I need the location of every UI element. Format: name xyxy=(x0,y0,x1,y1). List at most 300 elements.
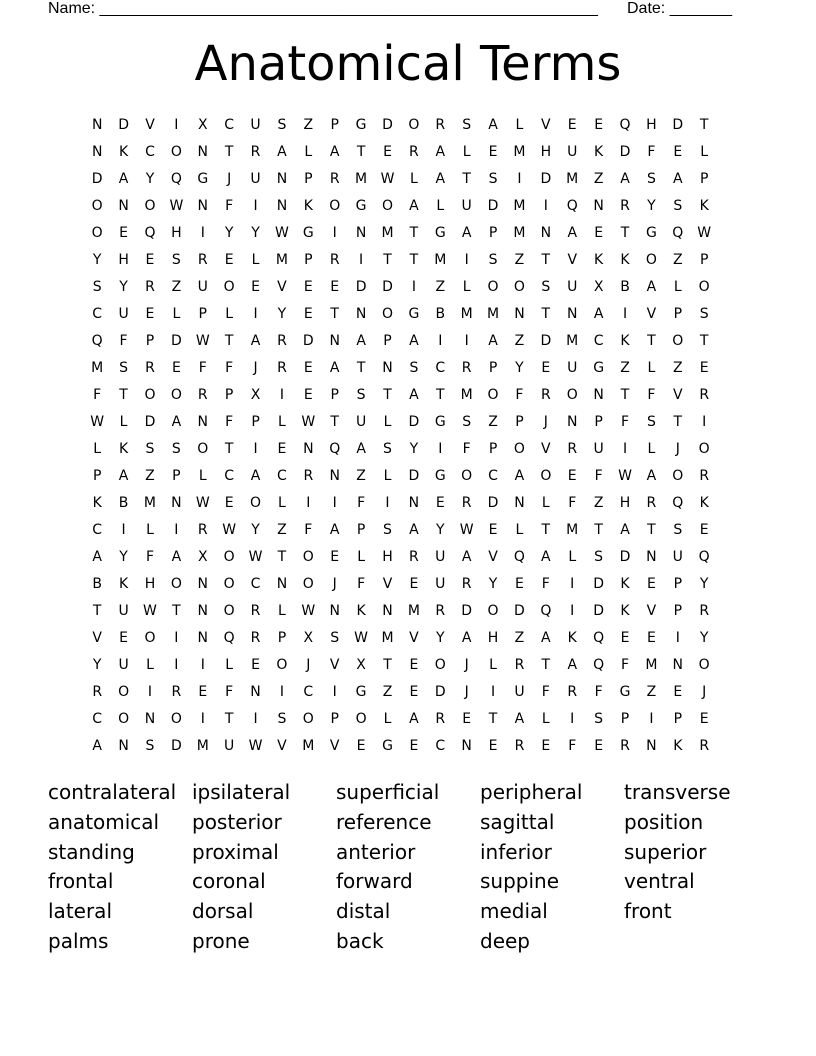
grid-row xyxy=(84,382,744,409)
grid-letter: L xyxy=(225,306,234,322)
grid-letter: P xyxy=(92,468,102,484)
grid-row xyxy=(84,733,744,760)
grid-letter: I xyxy=(649,711,654,727)
grid-letter: E xyxy=(356,738,366,754)
grid-letter: W xyxy=(301,603,316,619)
grid-letter: R xyxy=(145,360,155,376)
grid-letter: I xyxy=(411,279,416,295)
grid-letter: T xyxy=(330,414,339,430)
grid-letter: E xyxy=(673,684,683,700)
grid-letter: Y xyxy=(409,441,419,457)
grid-letter: I xyxy=(174,657,179,673)
grid-letter: L xyxy=(251,252,260,268)
grid-letter: I xyxy=(200,225,205,241)
grid-letter: F xyxy=(145,549,154,565)
grid-letter: S xyxy=(673,522,683,538)
grid-letter: O xyxy=(381,198,393,214)
grid-letter: M xyxy=(143,495,157,511)
grid-letter: W xyxy=(90,414,105,430)
grid-letter: H xyxy=(540,144,552,160)
grid-letter: N xyxy=(197,630,208,646)
grid-letter: C xyxy=(224,117,235,133)
grid-letter: N xyxy=(672,657,684,673)
grid-letter: J xyxy=(332,576,337,592)
grid-letter: N xyxy=(276,576,288,592)
grid-letter: L xyxy=(515,117,524,133)
grid-letter: Y xyxy=(145,171,155,187)
page-title: Anatomical Terms xyxy=(194,36,622,92)
grid-letter: J xyxy=(464,684,469,700)
grid-letter: I xyxy=(253,711,258,727)
grid-letter: F xyxy=(541,684,550,700)
grid-letter: I xyxy=(200,711,205,727)
grid-letter: D xyxy=(514,603,525,619)
grid-letter: D xyxy=(144,414,156,430)
grid-letter: N xyxy=(250,684,261,700)
grid-letter: R xyxy=(171,684,182,700)
grid-letter: O xyxy=(672,333,684,349)
grid-letter: A xyxy=(435,144,446,160)
grid-letter: V xyxy=(541,441,551,457)
word-bank-item: suppine xyxy=(480,869,560,894)
grid-letter: I xyxy=(385,495,390,511)
grid-letter: Q xyxy=(566,198,578,214)
grid-letter: M xyxy=(381,630,394,646)
grid-letter: O xyxy=(487,603,499,619)
grid-letter: L xyxy=(541,495,550,511)
grid-letter: A xyxy=(329,522,340,538)
grid-letter: T xyxy=(594,522,603,538)
grid-letter: F xyxy=(225,684,234,700)
grid-letter: E xyxy=(594,225,604,241)
grid-letter: Y xyxy=(488,576,498,592)
grid-letter: R xyxy=(303,468,314,484)
grid-letter: T xyxy=(383,657,392,673)
grid-letter: D xyxy=(382,117,393,133)
grid-letter: F xyxy=(119,333,128,349)
grid-letter: A xyxy=(92,549,102,565)
grid-letter: E xyxy=(488,522,498,538)
grid-letter: Y xyxy=(699,576,709,592)
word-bank-item: dorsal xyxy=(192,899,254,924)
grid-letter: S xyxy=(541,279,551,295)
grid-letter: O xyxy=(223,603,235,619)
header xyxy=(48,0,748,20)
grid-letter: M xyxy=(460,387,473,403)
grid-letter: I xyxy=(359,252,364,268)
grid-letter: Q xyxy=(593,657,605,673)
grid-letter: T xyxy=(356,360,366,376)
grid-letter: Q xyxy=(513,549,525,565)
grid-letter: V xyxy=(567,252,578,268)
word-bank-item: palms xyxy=(48,928,109,953)
grid-letter: O xyxy=(461,468,473,484)
grid-letter: E xyxy=(673,144,683,160)
grid-letter: O xyxy=(118,684,130,700)
grid-row xyxy=(84,652,744,679)
grid-letter: L xyxy=(673,279,682,295)
grid-letter: W xyxy=(301,414,316,430)
grid-letter: R xyxy=(250,630,261,646)
grid-letter: H xyxy=(646,117,657,133)
grid-letter: X xyxy=(356,657,366,673)
grid-letter: N xyxy=(329,468,340,484)
grid-row xyxy=(84,436,744,463)
grid-letter: M xyxy=(381,225,394,241)
grid-letter: G xyxy=(355,198,367,214)
grid-letter: R xyxy=(567,441,578,457)
grid-row xyxy=(84,544,744,571)
grid-letter: R xyxy=(197,522,208,538)
grid-letter: O xyxy=(91,225,103,241)
grid-letter: P xyxy=(356,522,366,538)
grid-letter: E xyxy=(409,684,419,700)
grid-letter: A xyxy=(567,225,578,241)
grid-letter: C xyxy=(303,684,314,700)
grid-letter: I xyxy=(200,657,205,673)
grid-letter: E xyxy=(646,576,656,592)
grid-letter: M xyxy=(355,171,368,187)
grid-letter: A xyxy=(277,144,287,160)
word-bank-item: transverse xyxy=(624,780,731,804)
grid-letter: E xyxy=(699,360,709,376)
grid-letter: C xyxy=(593,333,604,349)
grid-letter: E xyxy=(699,522,709,538)
grid-letter: F xyxy=(594,468,603,484)
grid-letter: R xyxy=(646,495,657,511)
grid-letter: M xyxy=(513,144,526,160)
word-bank-item: forward xyxy=(336,869,413,894)
grid-letter: L xyxy=(383,711,392,727)
word-bank-item: sagittal xyxy=(480,809,555,834)
grid-letter: Q xyxy=(672,495,684,511)
grid-letter: Z xyxy=(303,117,314,133)
grid-letter: I xyxy=(332,225,337,241)
grid-letter: Z xyxy=(593,171,604,187)
grid-letter: P xyxy=(515,414,524,430)
grid-letter: K xyxy=(620,576,630,592)
grid-letter: O xyxy=(698,657,710,673)
grid-letter: P xyxy=(330,711,339,727)
grid-letter: I xyxy=(570,711,575,727)
grid-letter: E xyxy=(198,684,208,700)
grid-letter: V xyxy=(646,603,657,619)
grid-letter: L xyxy=(462,144,471,160)
grid-letter: O xyxy=(513,279,525,295)
grid-letter: K xyxy=(303,198,313,214)
grid-letter: A xyxy=(593,306,604,322)
grid-letter: W xyxy=(143,603,157,619)
grid-letter: U xyxy=(197,279,208,295)
grid-letter: E xyxy=(303,306,313,322)
grid-letter: T xyxy=(620,225,630,241)
grid-letter: A xyxy=(118,468,129,484)
grid-letter: T xyxy=(541,252,551,268)
grid-letter: E xyxy=(251,657,260,673)
grid-letter: G xyxy=(355,684,367,700)
word-bank-item: coronal xyxy=(192,869,266,894)
grid-letter: A xyxy=(409,711,419,727)
grid-letter: E xyxy=(409,576,419,592)
grid-letter: Q xyxy=(329,441,341,457)
grid-letter: K xyxy=(356,603,366,619)
grid-letter: I xyxy=(464,252,469,268)
grid-letter: P xyxy=(383,333,392,349)
grid-letter: W xyxy=(195,495,210,511)
grid-letter: K xyxy=(118,441,129,457)
grid-letter: D xyxy=(619,549,631,565)
grid-letter: F xyxy=(594,684,603,700)
grid-letter: T xyxy=(356,144,366,160)
grid-letter: L xyxy=(278,414,286,430)
grid-letter: A xyxy=(646,279,657,295)
grid-letter: S xyxy=(699,306,709,322)
grid-letter: G xyxy=(382,738,393,754)
grid-letter: Z xyxy=(514,333,525,349)
grid-letter: Y xyxy=(251,225,260,241)
grid-letter: O xyxy=(170,387,182,403)
grid-letter: N xyxy=(355,306,367,322)
grid-letter: A xyxy=(409,198,419,214)
grid-letter: V xyxy=(277,279,287,295)
grid-letter: Z xyxy=(356,468,366,484)
grid-letter: C xyxy=(145,144,155,160)
grid-letter: E xyxy=(435,495,445,511)
grid-letter: S xyxy=(673,198,683,214)
grid-letter: C xyxy=(435,738,446,754)
grid-letter: J xyxy=(253,360,258,376)
grid-letter: T xyxy=(383,387,392,403)
grid-letter: E xyxy=(567,117,577,133)
grid-letter: N xyxy=(171,495,182,511)
grid-letter: S xyxy=(594,711,604,727)
grid-letter: K xyxy=(594,252,604,268)
grid-letter: D xyxy=(170,333,182,349)
grid-row xyxy=(84,517,744,544)
word-bank-item: lateral xyxy=(48,899,112,924)
grid-letter: L xyxy=(647,441,656,457)
grid-letter: J xyxy=(702,684,707,700)
grid-letter: E xyxy=(646,630,656,646)
grid-letter: A xyxy=(461,225,472,241)
grid-letter: T xyxy=(541,657,551,673)
grid-letter: P xyxy=(488,441,498,457)
grid-letter: X xyxy=(250,387,261,403)
grid-letter: L xyxy=(568,549,577,565)
grid-letter: R xyxy=(514,657,525,673)
grid-letter: I xyxy=(253,441,258,457)
grid-letter: I xyxy=(147,684,153,700)
grid-letter: O xyxy=(170,711,182,727)
word-bank-item: medial xyxy=(480,899,548,924)
grid-letter: T xyxy=(462,171,471,187)
grid-letter: R xyxy=(145,279,155,295)
grid-letter: S xyxy=(409,360,419,376)
grid-letter: W xyxy=(275,225,289,241)
grid-letter: H xyxy=(144,576,156,592)
grid-letter: Q xyxy=(619,117,631,133)
word-bank xyxy=(48,778,768,957)
grid-letter: A xyxy=(461,630,472,646)
grid-letter: F xyxy=(620,657,630,673)
grid-letter: P xyxy=(277,630,287,646)
grid-letter: E xyxy=(488,144,498,160)
grid-letter: R xyxy=(435,117,446,133)
grid-letter: F xyxy=(647,387,656,403)
grid-letter: L xyxy=(383,468,392,484)
grid-letter: O xyxy=(118,711,130,727)
grid-letter: M xyxy=(275,252,288,268)
grid-letter: O xyxy=(197,441,209,457)
grid-letter: O xyxy=(381,306,393,322)
grid-letter: T xyxy=(673,414,683,430)
grid-row xyxy=(84,463,744,490)
grid-letter: P xyxy=(330,117,339,133)
grid-letter: O xyxy=(408,117,420,133)
grid-letter: I xyxy=(174,630,179,646)
grid-letter: D xyxy=(91,171,103,187)
grid-letter: L xyxy=(383,414,392,430)
grid-letter: T xyxy=(699,333,709,349)
grid-letter: N xyxy=(197,198,208,214)
grid-letter: O xyxy=(513,441,525,457)
grid-letter: D xyxy=(302,333,314,349)
grid-letter: G xyxy=(645,225,657,241)
grid-letter: R xyxy=(567,684,578,700)
grid-letter: P xyxy=(145,333,155,349)
grid-letter: N xyxy=(197,144,208,160)
grid-letter: D xyxy=(408,468,420,484)
grid-letter: N xyxy=(197,576,208,592)
grid-letter: O xyxy=(487,387,499,403)
grid-letter: O xyxy=(276,657,288,673)
grid-letter: T xyxy=(119,387,128,403)
grid-letter: P xyxy=(594,414,603,430)
grid-letter: P xyxy=(488,225,498,241)
grid-letter: M xyxy=(302,738,315,754)
name-field-label: Name: ________________________________________________________ xyxy=(48,0,598,17)
grid-letter: V xyxy=(145,117,155,133)
grid-letter: N xyxy=(593,198,604,214)
grid-letter: R xyxy=(197,387,208,403)
grid-letter: A xyxy=(356,333,366,349)
grid-letter: H xyxy=(487,630,499,646)
grid-letter: N xyxy=(566,306,578,322)
grid-letter: I xyxy=(438,333,443,349)
grid-letter: O xyxy=(698,279,710,295)
grid-letter: M xyxy=(487,306,500,322)
grid-letter: K xyxy=(594,144,604,160)
grid-letter: I xyxy=(174,522,179,538)
grid-letter: O xyxy=(645,252,657,268)
grid-letter: I xyxy=(622,441,628,457)
grid-letter: A xyxy=(673,171,683,187)
grid-letter: S xyxy=(488,171,498,187)
grid-letter: L xyxy=(647,360,656,376)
word-bank-item: front xyxy=(624,899,672,924)
grid-letter: K xyxy=(699,495,709,511)
grid-letter: A xyxy=(488,117,498,133)
grid-row xyxy=(84,598,744,625)
grid-letter: Y xyxy=(224,225,234,241)
grid-letter: O xyxy=(302,576,314,592)
grid-row xyxy=(84,139,744,166)
grid-letter: Y xyxy=(119,279,128,295)
grid-letter: T xyxy=(172,603,181,619)
grid-letter: W xyxy=(618,468,632,484)
grid-letter: M xyxy=(566,333,579,349)
grid-letter: L xyxy=(700,144,709,160)
grid-letter: G xyxy=(408,306,420,322)
grid-letter: I xyxy=(279,387,284,403)
grid-letter: A xyxy=(541,630,551,646)
grid-letter: I xyxy=(253,198,258,214)
grid-letter: V xyxy=(329,657,340,673)
grid-letter: Z xyxy=(382,684,393,700)
word-bank-item: prone xyxy=(192,928,250,953)
grid-letter: A xyxy=(409,522,419,538)
grid-letter: M xyxy=(460,306,473,322)
grid-letter: A xyxy=(514,468,525,484)
grid-letter: L xyxy=(225,657,234,673)
grid-letter: P xyxy=(304,252,313,268)
grid-letter: O xyxy=(170,576,182,592)
grid-letter: O xyxy=(223,279,235,295)
grid-letter: N xyxy=(382,360,393,376)
word-bank-item: reference xyxy=(336,809,432,834)
grid-letter: U xyxy=(118,306,129,322)
grid-letter: L xyxy=(93,441,102,457)
grid-letter: S xyxy=(462,117,472,133)
grid-letter: O xyxy=(144,198,156,214)
grid-letter: U xyxy=(250,117,261,133)
grid-letter: O xyxy=(144,630,156,646)
grid-letter: S xyxy=(171,441,181,457)
grid-letter: Y xyxy=(435,522,445,538)
grid-letter: E xyxy=(541,360,551,376)
grid-letter: W xyxy=(354,630,369,646)
grid-letter: E xyxy=(145,252,155,268)
grid-letter: R xyxy=(620,198,630,214)
grid-letter: L xyxy=(198,468,207,484)
grid-letter: D xyxy=(619,144,631,160)
grid-letter: O xyxy=(566,387,578,403)
grid-letter: E xyxy=(330,279,340,295)
grid-letter: K xyxy=(92,495,102,511)
grid-letter: O xyxy=(250,495,262,511)
grid-letter: T xyxy=(383,252,392,268)
grid-letter: Y xyxy=(699,630,709,646)
grid-letter: P xyxy=(673,306,683,322)
grid-letter: T xyxy=(330,306,339,322)
grid-row xyxy=(84,490,744,517)
grid-letter: G xyxy=(593,360,605,376)
grid-letter: Z xyxy=(646,684,657,700)
grid-letter: N xyxy=(197,414,208,430)
grid-letter: E xyxy=(303,360,313,376)
grid-letter: W xyxy=(697,225,712,241)
grid-letter: K xyxy=(620,333,630,349)
grid-letter: T xyxy=(541,522,551,538)
grid-letter: V xyxy=(673,387,683,403)
grid-letter: R xyxy=(514,738,525,754)
grid-letter: H xyxy=(619,495,631,511)
grid-letter: A xyxy=(435,171,446,187)
grid-letter: I xyxy=(517,171,522,187)
grid-letter: M xyxy=(91,360,104,376)
grid-letter: O xyxy=(355,711,367,727)
grid-letter: S xyxy=(119,360,129,376)
